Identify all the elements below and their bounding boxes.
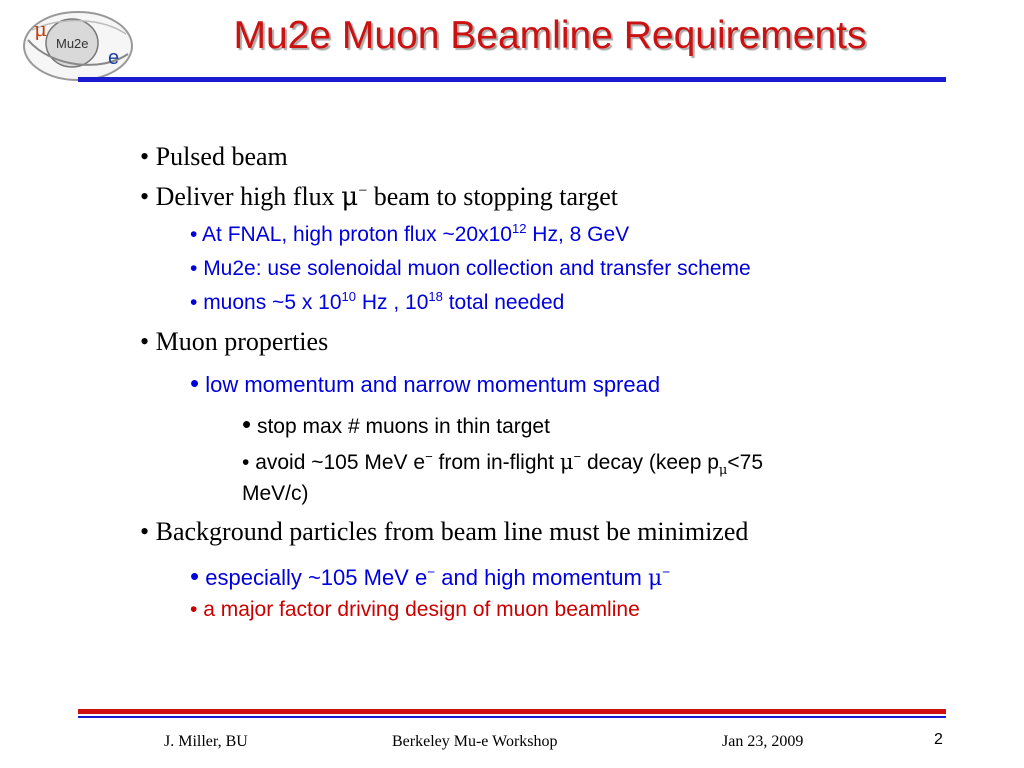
subbullet-mu2e: • Mu2e: use solenoidal muon collection and transfer scheme [190, 257, 751, 280]
logo-mu: μ [34, 17, 47, 41]
logo-e: e [108, 47, 120, 69]
footer-divider-blue [78, 716, 946, 718]
title-divider [78, 77, 946, 82]
bullet-muon-properties: • Muon properties [140, 327, 329, 356]
subsub-avoid-cont: MeV/c) [242, 482, 309, 505]
footer-author: J. Miller, BU [164, 733, 248, 750]
subbullet-fnal: • At FNAL, high proton flux $\sim 20x10^{12}$ Hz, 8 GeV [190, 221, 630, 246]
subbullet-major-factor: • a major factor driving design of muon beamline [190, 598, 640, 621]
subbullet-muons: • muons ~5 x $10^{10}$ Hz , $10^{18}$ total needed [190, 289, 565, 314]
slide-title: Mu2e Muon Beamline Requirements [233, 14, 867, 57]
mu2e-logo [22, 10, 134, 82]
subbullet-low-momentum: • low momentum and narrow momentum spread [190, 368, 661, 398]
subsub-stop-max: • stop max # muons in thin target [242, 409, 550, 439]
page-number: 2 [934, 731, 943, 748]
footer-divider-red [78, 709, 946, 714]
bullet-background: • Background particles from beam line must be minimized [140, 517, 749, 546]
subsub-avoid: • avoid ~105 MeV e− from in-flight μ− decay (keep $p_\mu<75$ [242, 449, 763, 479]
bullet-deliver-flux: • Deliver high flux μ− beam to stopping target [140, 182, 618, 212]
footer-date: Jan 23, 2009 [722, 733, 804, 750]
footer-event: Berkeley Mu-e Workshop [392, 733, 558, 750]
subbullet-especially: • especially ~105 MeV e− and high momentum μ− [190, 561, 671, 591]
bullet-pulsed-beam: • Pulsed beam [140, 142, 288, 171]
logo-text: Mu2e [56, 36, 89, 51]
